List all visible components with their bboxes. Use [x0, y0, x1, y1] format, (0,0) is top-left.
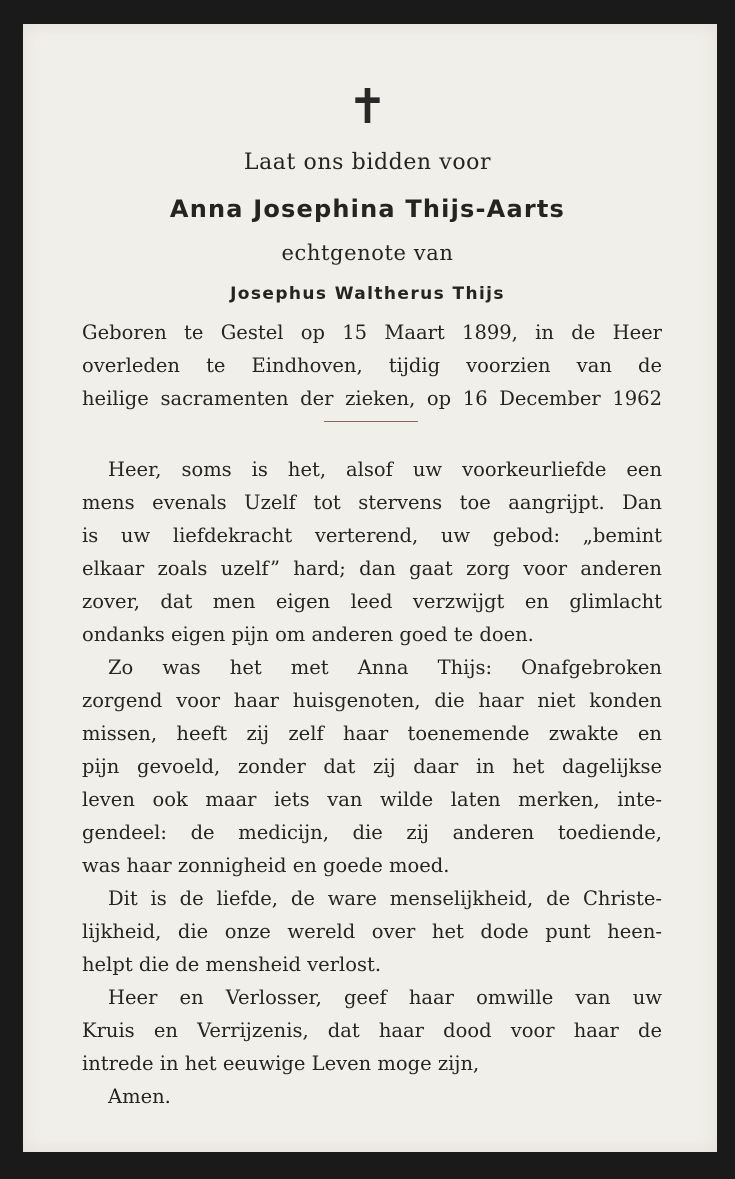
prayer-line: intrede in het eeuwige Leven moge zijn, [82, 1052, 480, 1075]
prayer-line: helpt die de mensheid verlost. [82, 953, 382, 976]
prayer-line: pijn gevoeld, zonder dat zij daar in het dagelijkse [82, 755, 662, 778]
prayer-line: mens evenals Uzelf tot stervens toe aangrijpt. Dan [82, 491, 662, 514]
birth-death-paragraph [82, 316, 662, 415]
prayer-line: gendeel: de medicijn, die zij anderen toediende, [82, 821, 662, 844]
prayer-line: ondanks eigen pijn om anderen goed te doen. [82, 623, 534, 646]
prayer-line: missen, heeft zij zelf haar toenemende zwakte en [82, 722, 662, 745]
prayer-line: elkaar zoals uzelf” hard; dan gaat zorg voor anderen [82, 557, 662, 580]
divider-line [324, 421, 418, 422]
prayer-line: Heer, soms is het, alsof uw voorkeurliefde een [108, 458, 662, 481]
dates-line: Geboren te Gestel op 15 Maart 1899, in de Heer [82, 321, 662, 344]
deceased-name: Anna Josephina Thijs-Aarts [169, 195, 566, 223]
prayer-line: lijkheid, die onze wereld over het dode punt heen- [82, 920, 662, 943]
prayer-line: zorgend voor haar huisgenoten, die haar niet konden [82, 689, 662, 712]
prayer-text [82, 453, 662, 1113]
amen-line: Amen. [108, 1085, 171, 1108]
prayer-line: Zo was het met Anna Thijs: Onafgebroken [108, 656, 662, 679]
prayer-line: Kruis en Verrijzenis, dat haar dood voor haar de [82, 1019, 662, 1042]
prayer-line: is uw liefdekracht verterend, uw gebod: „bemint [82, 524, 662, 547]
spouse-label: echtgenote van [281, 241, 454, 265]
prayer-line: was haar zonnigheid en goede moed. [82, 854, 450, 877]
cross-icon: ✝ [347, 79, 388, 135]
dates-line: overleden te Eindhoven, tijdig voorzien van de [82, 354, 662, 377]
spouse-name: Josephus Waltherus Thijs [230, 284, 505, 304]
prayer-line: Heer en Verlosser, geef haar omwille van uw [108, 986, 662, 1009]
prayer-line: zover, dat men eigen leed verzwijgt en glimlacht [82, 590, 662, 613]
intro-text: Laat ons bidden voor [243, 150, 492, 175]
prayer-line: Dit is de liefde, de ware menselijkheid, de Christe- [108, 887, 662, 910]
dates-line: heilige sacramenten der zieken, op 16 December 1962 [82, 387, 662, 410]
prayer-line: leven ook maar iets van wilde laten merken, inte- [82, 788, 662, 811]
